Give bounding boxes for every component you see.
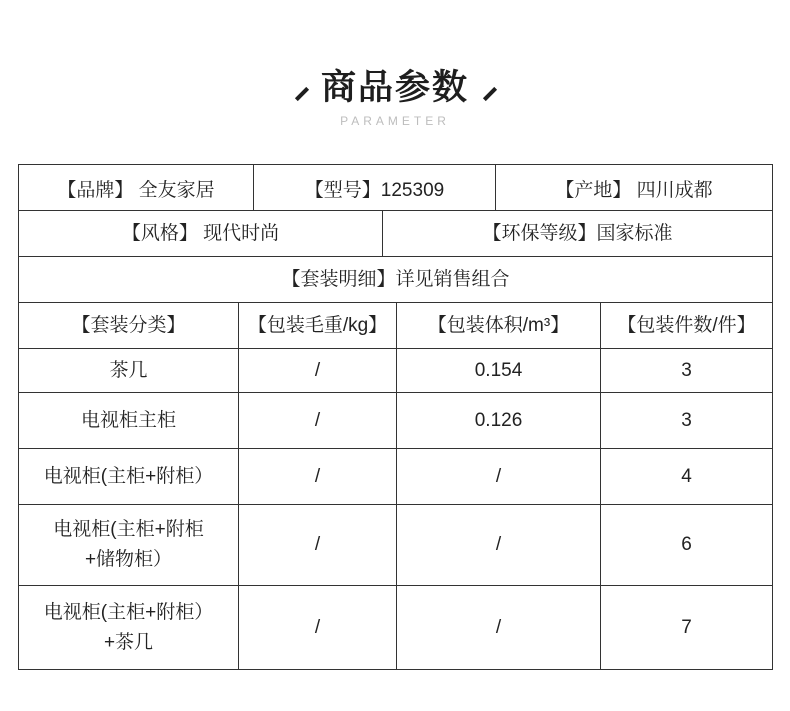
spec-style: 【风格】 现代时尚 bbox=[19, 211, 383, 256]
cell-volume: / bbox=[397, 505, 601, 585]
cell-pieces: 4 bbox=[681, 465, 692, 487]
column-header-category: 【套装分类】 bbox=[19, 303, 239, 348]
cell-weight: / bbox=[239, 586, 397, 669]
cell-pieces: 7 bbox=[681, 616, 692, 638]
cell-pieces: 6 bbox=[681, 534, 692, 555]
table-row bbox=[19, 393, 772, 449]
parameter-table bbox=[18, 164, 773, 670]
spec-origin: 【产地】 四川成都 bbox=[555, 179, 713, 201]
spec-row-style-eco bbox=[19, 211, 772, 257]
category-line: 电视柜(主柜+附柜 bbox=[53, 519, 204, 540]
spec-row-set-detail bbox=[19, 257, 772, 303]
column-header-volume: 【包装体积/m³】 bbox=[397, 303, 601, 348]
cell-pieces: 3 bbox=[681, 359, 692, 381]
spec-set-detail: 【套装明细】详见销售组合 bbox=[281, 268, 510, 290]
category-line: 电视柜(主柜+附柜） bbox=[43, 601, 214, 623]
title-wrap bbox=[0, 64, 790, 112]
spec-brand: 【品牌】 全友家居 bbox=[19, 165, 254, 210]
spec-eco-grade: 【环保等级】国家标准 bbox=[482, 222, 673, 244]
spec-row-brand-model-origin bbox=[19, 165, 772, 211]
category-line: +储物柜） bbox=[84, 549, 173, 570]
category-line: 电视柜主柜 bbox=[80, 409, 176, 431]
cell-volume: 0.154 bbox=[397, 349, 601, 392]
category-line: +茶几 bbox=[103, 631, 154, 653]
table-row bbox=[19, 449, 772, 505]
spec-model: 【型号】125309 bbox=[254, 165, 496, 210]
cell-category bbox=[19, 349, 239, 392]
cell-weight: / bbox=[239, 505, 397, 585]
cell-volume: / bbox=[397, 449, 601, 504]
cell-volume: 0.126 bbox=[397, 393, 601, 448]
column-header-pieces: 【包装件数/件】 bbox=[617, 314, 756, 336]
table-row bbox=[19, 586, 772, 669]
category-line: 茶几 bbox=[109, 359, 148, 381]
column-header-weight: 【包装毛重/kg】 bbox=[239, 303, 397, 348]
table-row bbox=[19, 505, 772, 586]
cell-category bbox=[19, 586, 239, 669]
cell-pieces: 3 bbox=[681, 409, 692, 431]
table-header-row bbox=[19, 303, 772, 349]
cell-category bbox=[19, 505, 239, 585]
cell-volume: / bbox=[397, 586, 601, 669]
page-subtitle: PARAMETER bbox=[340, 114, 450, 128]
cell-weight: / bbox=[239, 393, 397, 448]
cell-category bbox=[19, 449, 239, 504]
table-row bbox=[19, 349, 772, 393]
cell-weight: / bbox=[239, 349, 397, 392]
page-title: 商品参数 bbox=[320, 68, 469, 107]
cell-category bbox=[19, 393, 239, 448]
category-line: 电视柜(主柜+附柜） bbox=[43, 465, 214, 487]
cell-weight: / bbox=[239, 449, 397, 504]
